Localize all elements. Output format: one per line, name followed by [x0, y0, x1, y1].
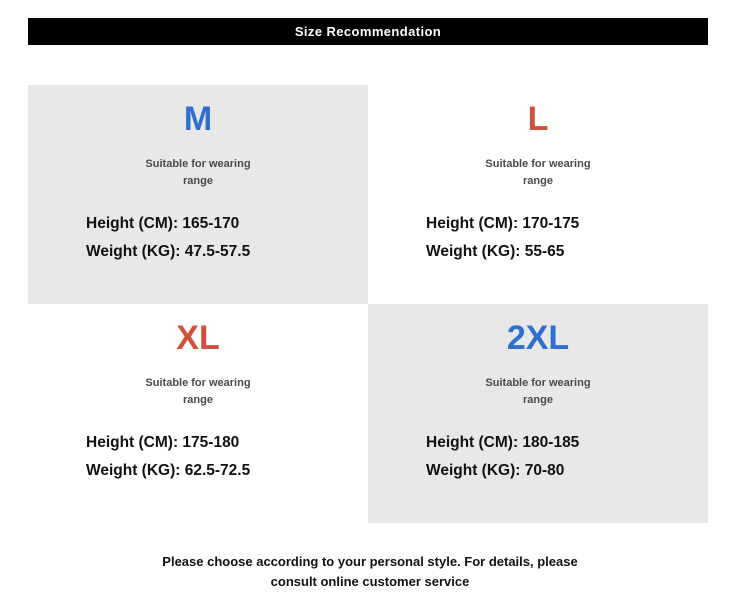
page-title: Size Recommendation	[28, 18, 708, 45]
size-label: XL	[176, 319, 220, 357]
size-cell-l	[368, 85, 708, 304]
size-cell-m	[28, 85, 368, 304]
size-cell-xl	[28, 304, 368, 523]
suitable-text: Suitable for wearing range	[145, 377, 251, 407]
size-label: 2XL	[506, 319, 570, 357]
measurements	[368, 429, 708, 483]
suitable-text: Suitable for wearing range	[145, 158, 251, 188]
footer-line-1: Please choose according to your personal style. For details, please	[162, 554, 578, 569]
weight-value: Weight (KG): 70-80	[426, 461, 565, 479]
footer-note	[110, 552, 630, 591]
height-value: Height (CM): 170-175	[426, 215, 580, 233]
size-label: M	[183, 100, 213, 138]
height-value: Height (CM): 175-180	[86, 434, 240, 452]
weight-value: Weight (KG): 62.5-72.5	[86, 461, 251, 479]
weight-value: Weight (KG): 55-65	[426, 242, 565, 260]
footer-line-2: consult online customer service	[270, 573, 470, 589]
size-cell-2xl	[368, 304, 708, 523]
measurements	[28, 210, 368, 264]
suitable-text: Suitable for wearing range	[485, 158, 591, 188]
size-grid	[28, 85, 708, 523]
height-value: Height (CM): 180-185	[426, 434, 580, 452]
measurements	[28, 429, 368, 483]
measurements	[368, 210, 708, 264]
suitable-text: Suitable for wearing range	[485, 377, 591, 407]
size-label: L	[527, 100, 549, 138]
height-value: Height (CM): 165-170	[86, 215, 240, 233]
weight-value: Weight (KG): 47.5-57.5	[86, 242, 251, 260]
